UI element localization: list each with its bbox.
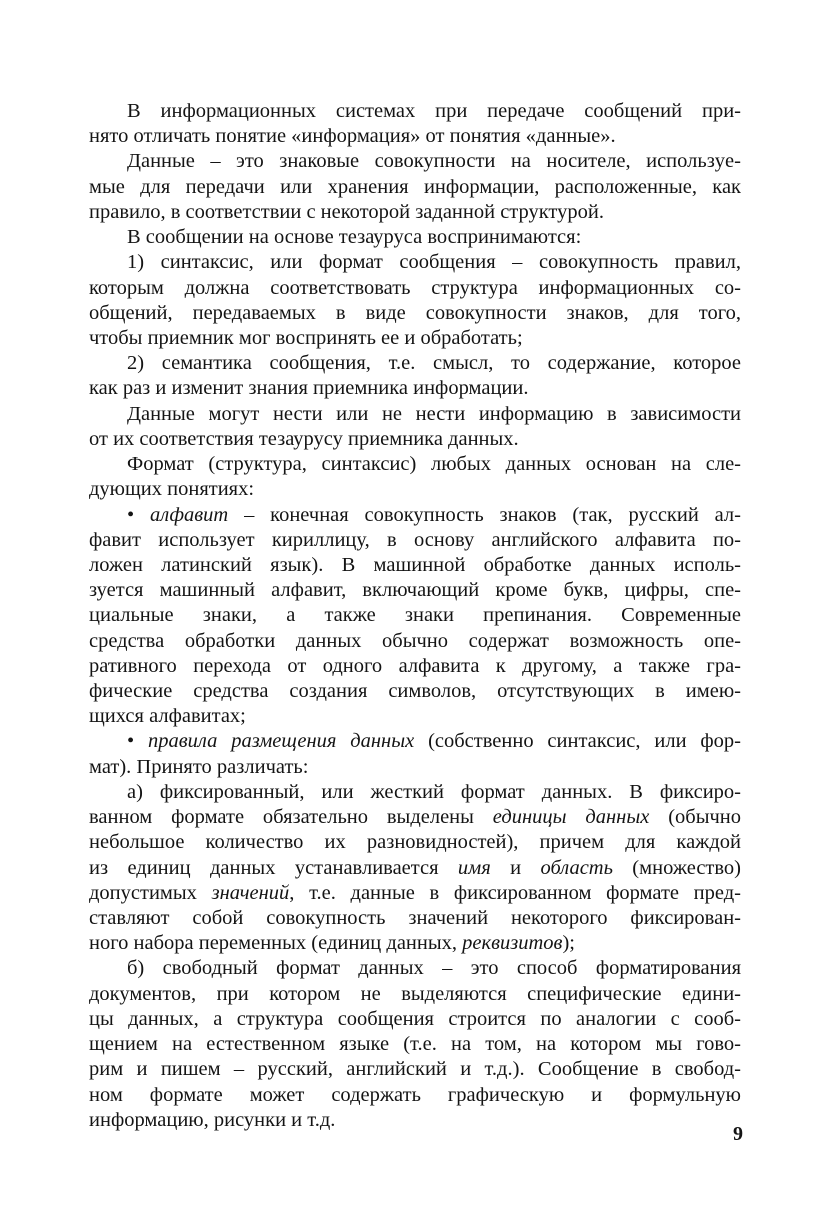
body-text [89,99,741,1133]
text-segment: б) свободный формат данных – это способ форматирования [127,957,741,980]
text-segment: ); [562,932,575,955]
text-line [89,99,741,124]
text-line [89,679,741,704]
italic-term: область [540,856,613,879]
text-segment: 1) синтаксис, или формат сообщения – совокупность правил, [127,251,741,274]
text-segment: 2) семантика сообщения, т.е. смысл, то содержание, которое [127,352,741,375]
italic-term: значений [211,881,290,904]
text-segment: ном формате может содержать графическую и формульную [89,1083,741,1106]
text-segment: из единиц данных устанавливается [89,856,458,879]
text-line [89,704,741,729]
text-line [89,276,741,301]
text-segment: ставляют собой совокупность значений некоторого фиксирован- [89,907,741,929]
text-segment: ванном формате обязательно выделены [89,806,493,829]
text-line [89,881,741,906]
text-line [89,805,741,830]
text-segment: • [127,503,151,526]
text-segment: цы данных, а структура сообщения строится по аналогии с сооб- [89,1007,741,1030]
text-line [89,982,741,1007]
text-line [89,931,741,956]
text-line [89,654,741,679]
text-segment: зуется машинный алфавит, включающий кроме букв, цифры, спе- [89,579,741,602]
text-line [89,1083,741,1108]
text-line [89,250,741,275]
text-segment: допустимых [89,881,212,904]
text-line [89,427,741,452]
text-line [89,629,741,654]
text-line [89,452,741,477]
italic-term: имя [457,856,491,879]
text-line [89,1108,741,1133]
text-line [89,906,741,931]
text-line [89,503,741,528]
text-segment: ного набора переменных (единиц данных, [89,932,463,955]
text-segment: документов, при котором не выделяются специфические едини- [89,982,741,1005]
text-line [89,124,741,149]
text-segment: и [490,856,541,879]
text-segment: чтобы приемник мог воспринять ее и обработать; [89,326,523,349]
text-line [89,376,741,401]
text-line [89,528,741,553]
text-line [89,578,741,603]
text-line [89,1007,741,1032]
text-line [89,1032,741,1057]
text-segment: , т.е. данные в фиксированном формате пред- [289,881,741,904]
text-segment: мые для передачи или хранения информации, расположенные, как [89,175,741,198]
text-segment: В информационных системах при передаче сообщений при- [127,100,741,122]
text-segment: щихся алфавитах; [89,705,246,728]
text-segment: Данные – это знаковые совокупности на носителе, использye- [127,150,741,173]
text-line [89,729,741,754]
text-segment: Формат (структура, синтаксис) любых данных основан на сле- [127,453,741,476]
text-line [89,351,741,376]
text-line [89,553,741,578]
text-line [89,149,741,174]
text-segment: (обычно [649,806,742,829]
text-segment: • [127,730,149,753]
text-line [89,326,741,351]
text-segment: фические средства создания символов, отсутствующих в имею- [89,680,741,703]
text-segment: (собственно синтаксис, или фор- [414,730,741,753]
italic-term: правила размещения данных [148,730,415,753]
text-segment: мат). Принято различать: [89,755,309,778]
italic-term: реквизитов [462,932,563,955]
text-line [89,175,741,200]
text-line [89,856,741,881]
text-segment: – конечная совокупность знаков (так, русский ал- [228,503,741,526]
text-segment: нято отличать понятие «информация» от понятия «данные». [89,125,616,148]
text-line [89,830,741,855]
text-segment: щением на естественном языке (т.е. на том, на котором мы гово- [89,1033,741,1056]
text-segment: ложен латинский язык). В машинной обработке данных исполь- [89,553,741,576]
text-line [89,956,741,981]
text-line [89,301,741,326]
text-segment: общений, передаваемых в виде совокупности знаков, для того, [89,301,741,324]
text-segment: дующих понятиях: [89,478,255,501]
text-segment: фавит использует кириллицу, в основу английского алфавита по- [89,528,741,551]
text-segment: небольшое количество их разновидностей), причем для каждой [89,831,741,854]
text-segment: В сообщении на основе тезауруса воспринимаются: [127,226,582,249]
text-segment: ративного перехода от одного алфавита к другому, а также гра- [89,654,741,677]
text-segment: рим и пишем – русский, английский и т.д.). Сообщение в свобод- [89,1058,741,1081]
text-segment: от их соответствия тезаурусу приемника данных. [89,427,519,450]
text-line [89,477,741,502]
page-number: 9 [733,1123,743,1145]
text-segment: циальные знаки, а также знаки препинания. Современные [89,604,741,627]
text-line [89,200,741,225]
text-segment: которым должна соответствовать структура информационных со- [89,276,741,299]
text-line [89,225,741,250]
text-segment: средства обработки данных обычно содержат возможность опе- [89,629,741,652]
text-line [89,1057,741,1082]
text-segment: а) фиксированный, или жесткий формат данных. В фиксиро- [127,780,741,803]
italic-term: алфавит [150,503,229,526]
text-line [89,755,741,780]
text-line [89,402,741,427]
text-segment: как раз и изменит знания приемника информации. [89,377,529,400]
text-line [89,780,741,805]
text-segment: правило, в соответствии с некоторой заданной структурой. [89,200,604,223]
text-line [89,603,741,628]
text-segment: Данные могут нести или не нести информацию в зависимости [127,402,741,425]
text-segment: (множество) [612,856,741,879]
text-segment: информацию, рисунки и т.д. [89,1108,336,1131]
italic-term: единицы данных [492,806,650,829]
